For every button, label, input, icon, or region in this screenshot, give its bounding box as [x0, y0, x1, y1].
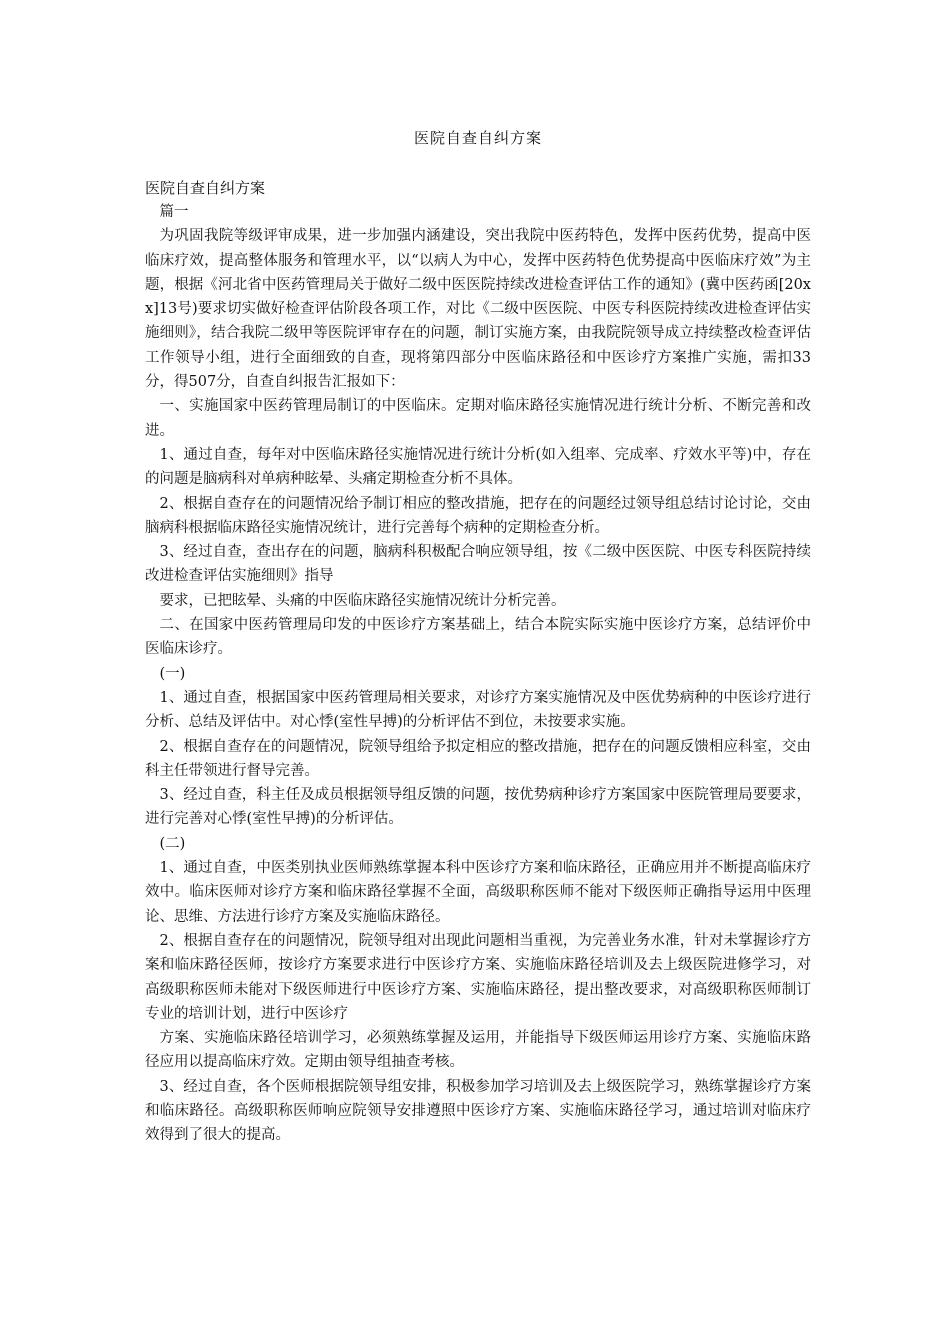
body-paragraph: 2、根据自查存在的问题情况，院领导组对出现此问题相当重视，为完善业务水准，针对未掌握诊疗方案和临床路径医师，按诊疗方案要求进行中医诊疗方案、实施临床路径培训及去上级医院进修学习，对高级职称医师未能对下级医师进行中医诊疗方案、实施临床路径，提出整改要求，对高级职称医师制订专业的培训计划，进行中医诊疗 — [145, 932, 811, 1022]
body-paragraph: 2、根据自查存在的问题情况给予制订相应的整改措施，把存在的问题经过领导组总结讨论讨论，交由脑病科根据临床路径实施情况统计，进行完善每个病种的定期检查分析。 — [145, 495, 811, 536]
document-body — [145, 200, 811, 1148]
body-paragraph: 1、通过自查，中医类别执业医师熟练掌握本科中医诊疗方案和临床路径，正确应用并不断提高临床疗效中。临床医师对诊疗方案和临床路径掌握不全面，高级职称医师不能对下级医师正确指导运用中医理论、思维、方法进行诊疗方案及实施临床路径。 — [145, 860, 811, 925]
body-paragraph: 2、根据自查存在的问题情况，院领导组给予拟定相应的整改措施，把存在的问题反馈相应科室，交由科主任带领进行督导完善。 — [145, 738, 811, 779]
body-paragraph: 二、在国家中医药管理局印发的中医诊疗方案基础上，结合本院实际实施中医诊疗方案，总结评价中医临床诊疗。 — [145, 617, 811, 658]
body-paragraph: 3、经过自查，查出存在的问题，脑病科积极配合响应领导组，按《二级中医医院、中医专科医院持续改进检查评估实施细则》指导 — [145, 544, 811, 585]
body-paragraph: 方案、实施临床路径培训学习，必须熟练掌握及运用，并能指导下级医师运用诊疗方案、实施临床路径应用以提高临床疗效。定期由领导组抽查考核。 — [145, 1030, 811, 1071]
body-paragraph: 篇一 — [159, 204, 189, 220]
body-paragraph: 一、实施国家中医药管理局制订的中医临床。定期对临床路径实施情况进行统计分析、不断完善和改进。 — [145, 398, 811, 439]
body-paragraph: 3、经过自查，科主任及成员根据领导组反馈的问题，按优势病种诊疗方案国家中医院管理局要要求，进行完善对心悸(室性早搏)的分析评估。 — [145, 787, 811, 828]
body-paragraph: 1、通过自查，每年对中医临床路径实施情况进行统计分析(如入组率、完成率、疗效水平等)中，存在的问题是脑病科对单病种眩晕、头痛定期检查分析不具体。 — [145, 446, 811, 488]
document-title: 医院自查自纠方案 — [413, 129, 542, 147]
body-paragraph: 要求，已把眩晕、头痛的中医临床路径实施情况统计分析完善。 — [159, 592, 566, 609]
body-paragraph: 为巩固我院等级评审成果，进一步加强内涵建设，突出我院中医药特色，发挥中医药优势，提高中医临床疗效，提高整体服务和管理水平，以“以病人为中心，发挥中医药特色优势提高中医临床疗效”为主题，根据《河北省中医药管理局关于做好二级中医医院持续改进检查评估工作的通知》(冀中医药函[20xx]13号)要求切实做好检查评估阶段各项工作，对比《二级中医医院、中医专科医院持续改进检查评估实施细则》，结合我院二级甲等医院评审存在的问题，制订实施方案，由我院院领导成立持续整改检查评估工作领导小组，进行全面细致的自查，现将第四部分中医临床路径和中医诊疗方案推广实施，需扣33分，得507分，自查自纠报告汇报如下： — [145, 228, 811, 391]
body-paragraph: (二) — [159, 835, 186, 852]
body-paragraph: (一) — [159, 665, 186, 682]
document-page — [145, 120, 811, 1320]
document-subtitle: 医院自查自纠方案 — [145, 179, 266, 197]
body-paragraph: 3、经过自查，各个医师根据院领导组安排，积极参加学习培训及去上级医院学习，熟练掌握诊疗方案和临床路径。高级职称医师响应院领导安排遵照中医诊疗方案、实施临床路径学习，通过培训对临床疗效得到了很大的提高。 — [145, 1078, 811, 1144]
body-paragraph: 1、通过自查，根据国家中医药管理局相关要求，对诊疗方案实施情况及中医优势病种的中医诊疗进行分析、总结及评估中。对心悸(室性早搏)的分析评估不到位，未按要求实施。 — [145, 689, 811, 731]
